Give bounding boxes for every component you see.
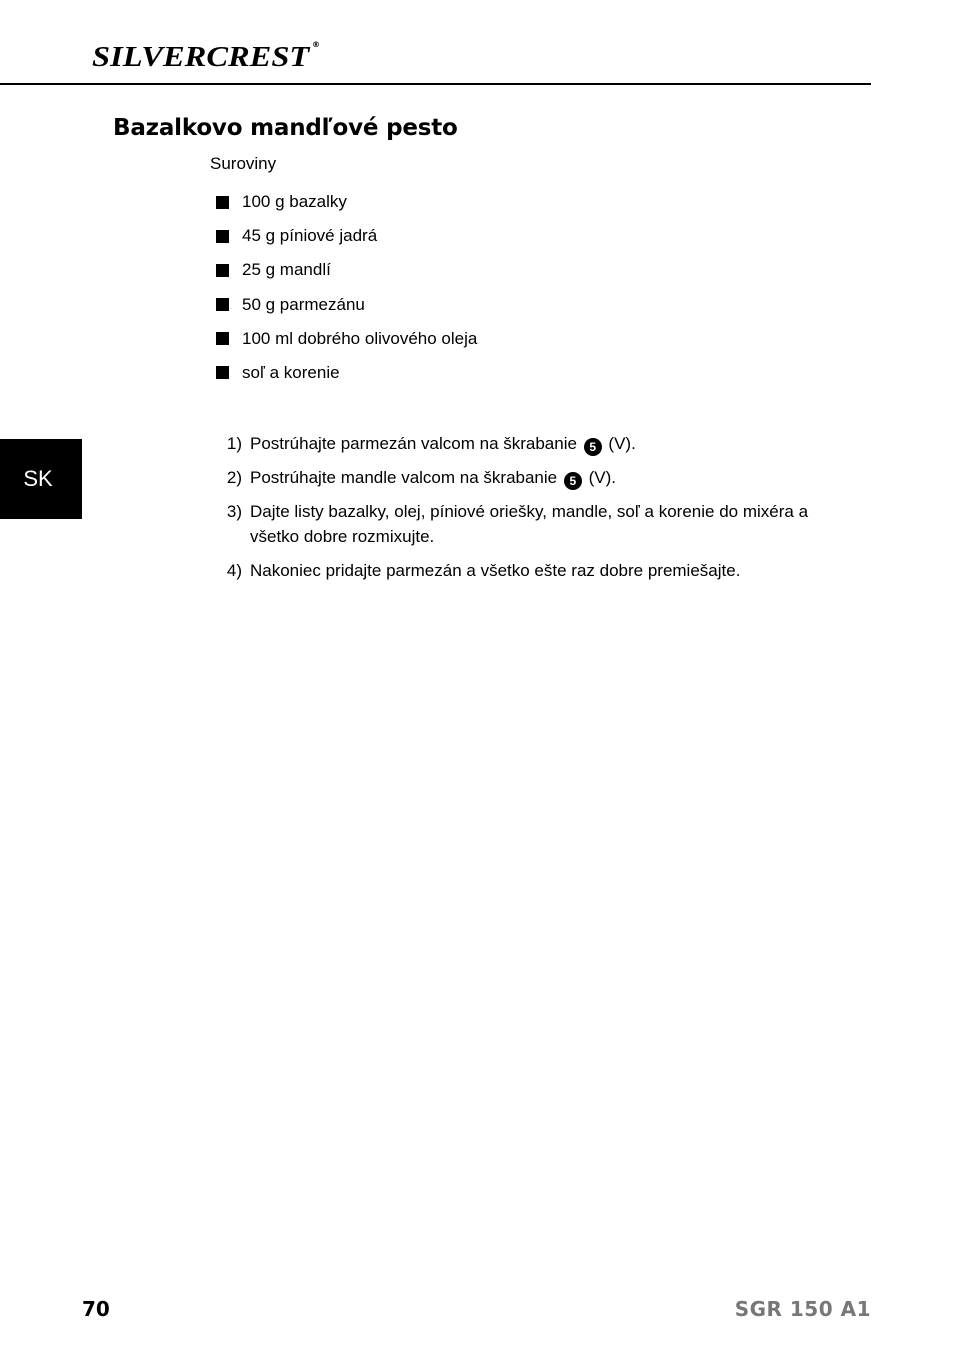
step-text-part: (V).	[583, 468, 616, 487]
step-item	[210, 499, 820, 549]
step-text-part: (V).	[603, 434, 636, 453]
header-divider	[0, 83, 871, 85]
step-item	[210, 431, 820, 456]
step-text: Dajte listy bazalky, olej, píniové oriešky, mandle, soľ a korenie do mixéra a všetko dobre rozmixujte.	[250, 502, 809, 546]
list-item	[216, 294, 477, 316]
step-number: 1)	[226, 434, 242, 453]
list-item	[216, 259, 477, 281]
step-text-part: Postrúhajte mandle valcom na škrabanie	[250, 468, 562, 487]
ingredient-text: 45 g píniové jadrá	[242, 226, 378, 246]
list-item	[216, 328, 477, 350]
part-reference-badge: 5	[584, 438, 602, 456]
part-reference-badge: 5	[564, 472, 582, 490]
step-text: Nakoniec pridajte parmezán a všetko ešte raz dobre premiešajte.	[250, 561, 741, 580]
ingredients-list	[216, 191, 477, 396]
step-text	[242, 465, 820, 490]
ingredient-text: 50 g parmezánu	[242, 294, 365, 314]
square-bullet-icon	[216, 264, 229, 277]
ingredient-text: 100 ml dobrého olivového oleja	[242, 328, 478, 348]
square-bullet-icon	[216, 298, 229, 311]
ingredient-text: 25 g mandlí	[242, 260, 331, 280]
step-number: 4)	[226, 561, 242, 580]
step-text-part: Postrúhajte parmezán valcom na škrabanie	[250, 434, 582, 453]
model-number: SGR 150 A1	[734, 1297, 871, 1321]
ingredients-label: Suroviny	[210, 154, 277, 173]
page-number: 70	[82, 1297, 110, 1321]
ingredient-text: 100 g bazalky	[242, 192, 347, 211]
list-item	[216, 191, 477, 213]
brand-logo-text: SILVERCREST	[92, 41, 310, 73]
square-bullet-icon	[216, 196, 229, 209]
list-item	[216, 362, 477, 384]
step-text	[242, 431, 820, 456]
registered-mark: ®	[312, 40, 320, 49]
step-number: 2)	[226, 468, 242, 487]
page-title: Bazalkovo mandľové pesto	[113, 115, 458, 141]
step-number: 3)	[226, 502, 242, 521]
language-tab: SK	[0, 439, 82, 519]
ingredient-text: soľ a korenie	[242, 362, 340, 382]
step-item	[210, 465, 820, 490]
steps-list	[210, 431, 820, 592]
square-bullet-icon	[216, 230, 229, 243]
list-item	[216, 225, 477, 247]
step-item	[210, 558, 820, 583]
brand-logo	[92, 30, 320, 74]
square-bullet-icon	[216, 366, 229, 379]
square-bullet-icon	[216, 332, 229, 345]
